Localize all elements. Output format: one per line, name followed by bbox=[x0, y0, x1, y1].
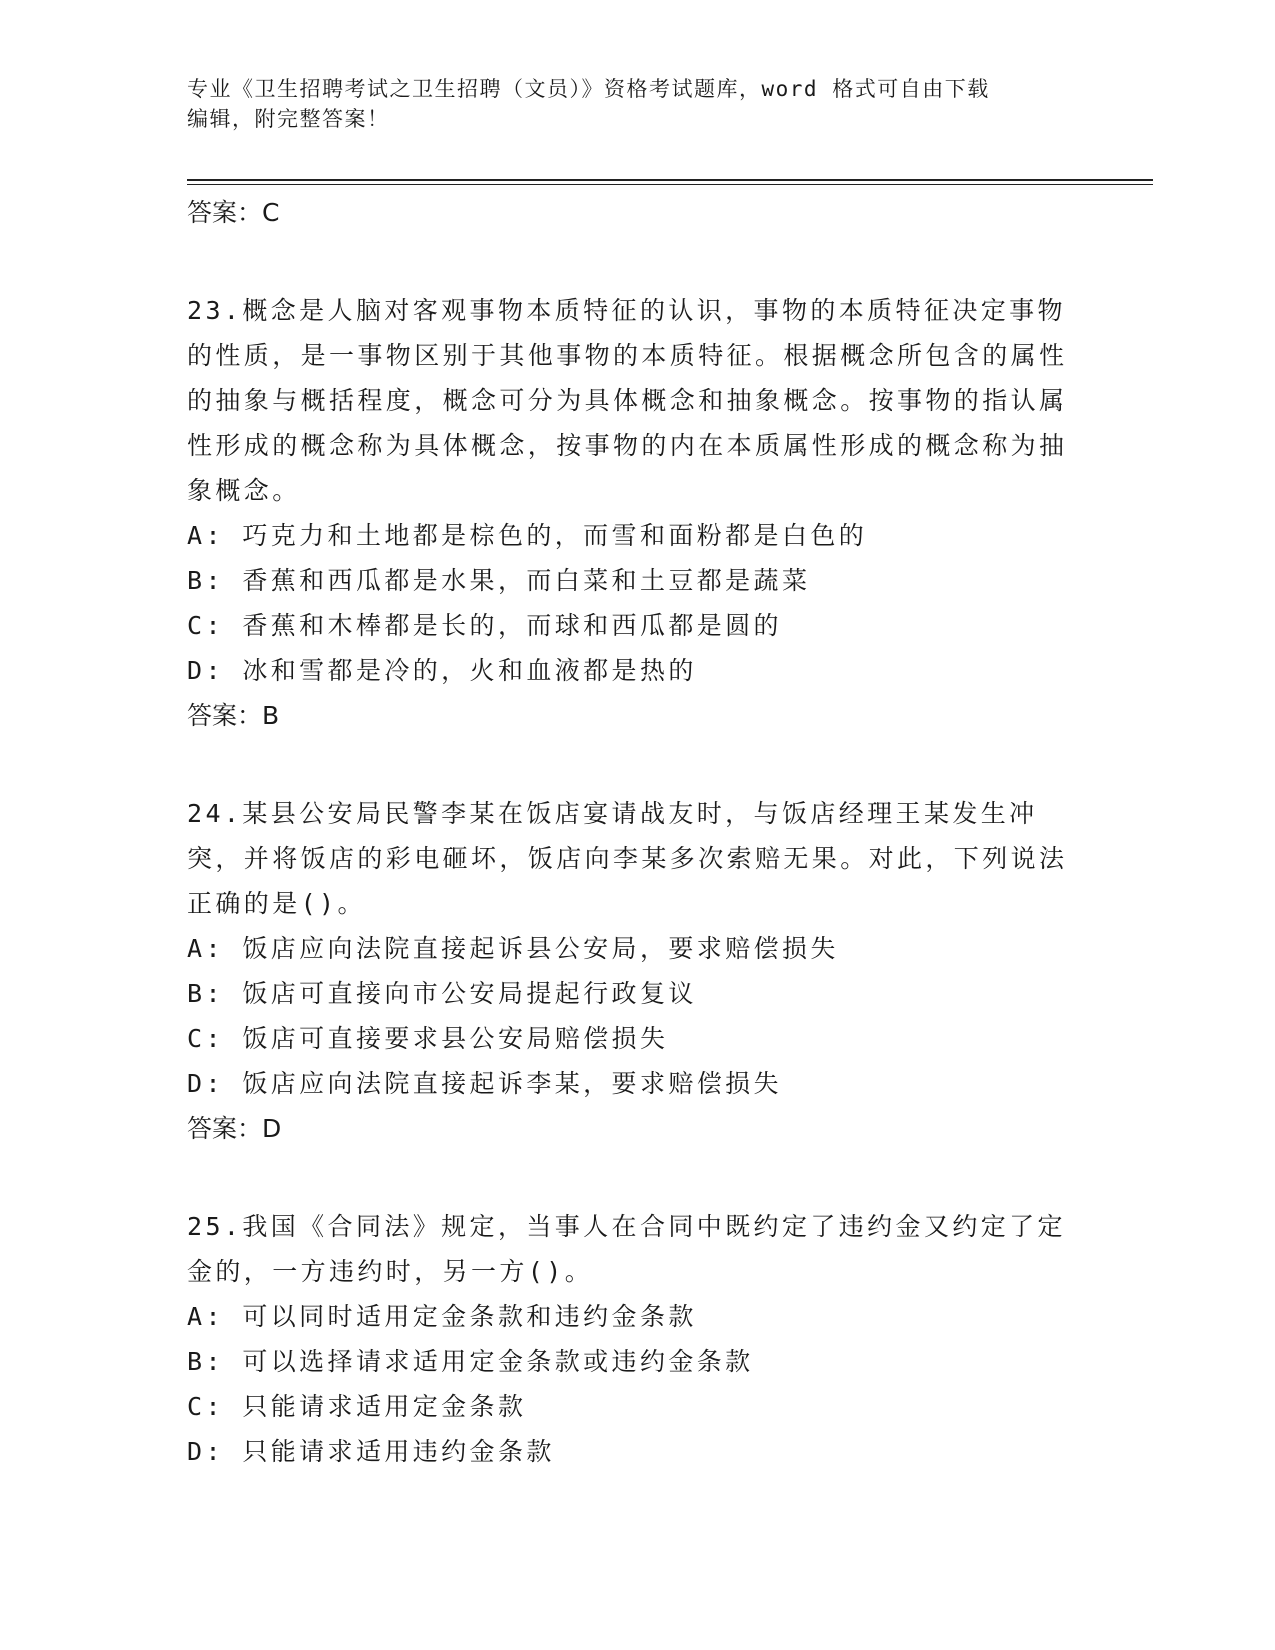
option-d: D: 冰和雪都是冷的，火和血液都是热的 bbox=[187, 656, 697, 685]
option-a: A: 饭店应向法院直接起诉县公安局，要求赔偿损失 bbox=[187, 934, 839, 963]
option-c: C: 香蕉和木棒都是长的，而球和西瓜都是圆的 bbox=[187, 611, 782, 640]
question-stem: 24.某县公安局民警李某在饭店宴请战友时，与饭店经理王某发生冲突，并将饭店的彩电砸坏，饭店向李某多次索赔无果。对此，下列说法正确的是()。 bbox=[187, 799, 1068, 918]
question-25 bbox=[187, 1204, 1087, 1474]
header-divider bbox=[187, 179, 1153, 181]
header-line-1: 专业《卫生招聘考试之卫生招聘（文员）》资格考试题库，word 格式可自由下载 bbox=[187, 77, 990, 101]
document-header bbox=[187, 74, 1067, 134]
option-b: B: 可以选择请求适用定金条款或违约金条款 bbox=[187, 1347, 754, 1376]
option-c: C: 饭店可直接要求县公安局赔偿损失 bbox=[187, 1024, 669, 1053]
document-body bbox=[187, 190, 1087, 1474]
answer-label: 答案：B bbox=[187, 701, 280, 730]
option-d: D: 只能请求适用违约金条款 bbox=[187, 1437, 555, 1466]
option-c: C: 只能请求适用定金条款 bbox=[187, 1392, 527, 1421]
answer-label: 答案：D bbox=[187, 1114, 282, 1143]
question-stem: 25.我国《合同法》规定，当事人在合同中既约定了违约金又约定了定金的，一方违约时，另一方()。 bbox=[187, 1212, 1066, 1286]
option-b: B: 香蕉和西瓜都是水果，而白菜和土豆都是蔬菜 bbox=[187, 566, 811, 595]
header-line-2: 编辑，附完整答案！ bbox=[187, 107, 390, 131]
option-b: B: 饭店可直接向市公安局提起行政复议 bbox=[187, 979, 697, 1008]
answer-label: 答案：C bbox=[187, 198, 280, 227]
option-a: A: 巧克力和土地都是棕色的，而雪和面粉都是白色的 bbox=[187, 521, 868, 550]
option-d: D: 饭店应向法院直接起诉李某，要求赔偿损失 bbox=[187, 1069, 782, 1098]
header-divider-thin bbox=[187, 184, 1153, 185]
question-24 bbox=[187, 791, 1087, 1152]
question-23 bbox=[187, 288, 1087, 739]
option-a: A: 可以同时适用定金条款和违约金条款 bbox=[187, 1302, 697, 1331]
question-stem: 23.概念是人脑对客观事物本质特征的认识，事物的本质特征决定事物的性质，是一事物区别于其他事物的本质特征。根据概念所包含的属性的抽象与概括程度，概念可分为具体概念和抽象概念。按事物的指认属性形成的概念称为具体概念，按事物的内在本质属性形成的概念称为抽象概念。 bbox=[187, 296, 1068, 505]
